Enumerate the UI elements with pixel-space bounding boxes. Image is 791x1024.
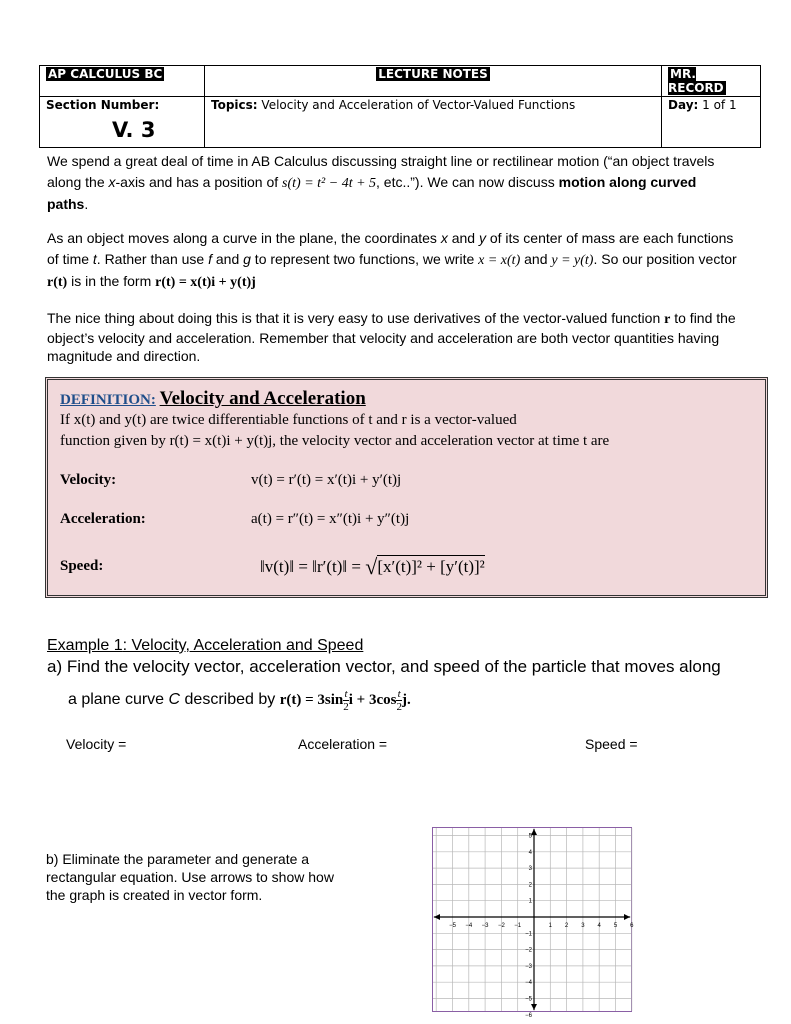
- y-tick-label: −2: [525, 947, 532, 954]
- example-part-b: b) Eliminate the parameter and generate a rectangular equation. Use arrows to show how the graph is created in vector form.: [46, 851, 334, 903]
- acceleration-equation: a(t) = r″(t) = x″(t)i + y″(t)j: [251, 511, 410, 527]
- acceleration-label: Acceleration:: [60, 511, 146, 527]
- example-title-rest: : Velocity, Acceleration and Speed: [122, 637, 364, 654]
- text: described by: [180, 690, 280, 708]
- y-tick-label: −1: [525, 931, 532, 938]
- intro-paragraph-1: [47, 151, 737, 215]
- speed-equation: [260, 554, 485, 580]
- position-equation: s(t) = t² − 4t + 5: [282, 176, 377, 191]
- text: g: [243, 251, 251, 267]
- definition-title: [60, 388, 366, 410]
- text: and: [520, 251, 552, 267]
- text: x: [440, 230, 448, 246]
- section-label: Section Number:: [46, 98, 160, 112]
- y-tick-label: −5: [525, 996, 532, 1003]
- equation-part: r(t) = 3sin: [279, 691, 344, 708]
- x-tick-label: −3: [481, 923, 489, 929]
- text: -axis and has a position of: [115, 174, 283, 190]
- topics-value: Velocity and Acceleration of Vector-Valued Functions: [261, 98, 576, 112]
- x-tick-label: 4: [597, 923, 601, 929]
- speed-label: Speed:: [60, 558, 104, 574]
- text: . Rather than use: [96, 251, 209, 267]
- x-tick-label: 2: [564, 923, 569, 929]
- definition-heading: Velocity and Acceleration: [159, 388, 366, 409]
- x-tick-label: 1: [548, 923, 552, 929]
- y-tick-label: 2: [528, 882, 532, 889]
- text: and: [447, 230, 479, 246]
- x-tick-label: −4: [465, 923, 473, 929]
- section-cell: [40, 97, 205, 148]
- teacher-cell: [662, 66, 761, 97]
- radical-sign: √: [365, 554, 378, 579]
- section-number: V. 3: [112, 118, 156, 142]
- text: f: [208, 251, 212, 267]
- coordinate-grid: [432, 827, 634, 1019]
- text: r: [664, 312, 671, 327]
- acceleration-blank: Acceleration =: [298, 736, 388, 752]
- curve-equation: [279, 688, 411, 713]
- position-vector: r(t): [47, 275, 68, 290]
- text: to find the object’s velocity and acceleration. Remember that velocity and acceleration are both vector quantities having magnitude and direction.: [47, 310, 736, 364]
- velocity-blank: Velocity =: [66, 736, 127, 752]
- text: C: [168, 690, 181, 708]
- definition-box: [45, 377, 768, 598]
- example-title: [47, 637, 363, 655]
- y-tick-label: 3: [528, 866, 532, 873]
- y-tick-label: −3: [525, 963, 532, 970]
- y-equation: y = y(t): [551, 253, 594, 268]
- course-title: AP CALCULUS BC: [48, 67, 163, 81]
- text: .: [84, 196, 89, 212]
- intro-paragraph-2: [47, 228, 737, 293]
- text: y: [478, 230, 486, 246]
- intro-paragraph-3: [47, 309, 737, 365]
- radicand: [x′(t)]² + [y′(t)]²: [377, 557, 485, 576]
- x-tick-label: −2: [497, 923, 505, 929]
- example-title-bold: Example 1: [47, 637, 123, 654]
- y-tick-label: 5: [528, 833, 532, 840]
- x-tick-label: 6: [630, 923, 634, 929]
- text: x: [108, 174, 116, 190]
- text: , etc..”). We can now discuss: [376, 174, 559, 190]
- text: t: [92, 251, 97, 267]
- lecture-title: LECTURE NOTES: [378, 67, 488, 81]
- velocity-label: Velocity:: [60, 472, 117, 488]
- text: and: [211, 251, 244, 267]
- example-part-a-line-2: [68, 688, 411, 713]
- bold-text: motion along curved paths: [47, 174, 697, 212]
- equation-part: i + 3cos: [348, 691, 397, 708]
- numerator: t: [397, 688, 401, 700]
- example-part-a: a) Find the velocity vector, acceleration vector, and speed of the particle that moves along: [47, 657, 721, 676]
- position-vector-form: r(t) = x(t)i + y(t)j: [155, 275, 256, 290]
- y-tick-label: 1: [528, 898, 532, 905]
- day-label: Day:: [668, 98, 699, 112]
- topics-cell: [205, 97, 662, 148]
- x-tick-label: −1: [514, 923, 522, 929]
- topics-label: Topics:: [211, 98, 258, 112]
- x-tick-label: −5: [449, 923, 456, 929]
- y-tick-label: −6: [525, 1012, 532, 1019]
- text: As an object moves along a curve in the plane, the coordinates: [47, 230, 441, 246]
- velocity-equation: v(t) = r′(t) = x′(t)i + y′(t)j: [251, 472, 402, 488]
- denominator: 2: [396, 701, 402, 713]
- y-tick-label: 4: [528, 849, 532, 856]
- lecture-cell: [205, 66, 662, 97]
- text: a plane curve: [68, 690, 169, 708]
- header-table: [39, 65, 761, 148]
- denominator: 2: [343, 701, 349, 713]
- day-value: 1 of 1: [702, 98, 737, 112]
- y-tick-label: −4: [525, 980, 532, 987]
- text: of its center of mass are each functions of time: [47, 230, 734, 267]
- course-cell: [40, 66, 205, 97]
- x-tick-label: 3: [581, 923, 585, 929]
- text: is in the form: [67, 273, 156, 289]
- definition-keyword: DEFINITION:: [60, 392, 156, 408]
- text: . So our position vector: [593, 251, 737, 267]
- text: to represent two functions, we write: [250, 251, 479, 267]
- definition-line-2: function given by r(t) = x(t)i + y(t)j, the velocity vector and acceleration vector at time t are: [60, 433, 610, 449]
- speed-equation-left: ‖v(t)‖ = ‖r′(t)‖ =: [260, 557, 366, 576]
- day-cell: [662, 97, 761, 148]
- numerator: t: [344, 688, 348, 700]
- x-equation: x = x(t): [478, 253, 521, 268]
- grid-border: [433, 828, 632, 1012]
- text: The nice thing about doing this is that it is very easy to use derivatives of the vector-valued function: [47, 310, 665, 326]
- teacher-name: MR. RECORD: [668, 67, 724, 95]
- speed-blank: Speed =: [585, 736, 638, 752]
- text: We spend a great deal of time in AB Calculus discussing straight line or rectilinear motion (“an object travels along the: [47, 153, 715, 190]
- definition-line-1: If x(t) and y(t) are twice differentiable functions of t and r is a vector-valued: [60, 412, 517, 428]
- equation-part: j.: [401, 691, 411, 708]
- x-tick-label: 5: [613, 923, 618, 929]
